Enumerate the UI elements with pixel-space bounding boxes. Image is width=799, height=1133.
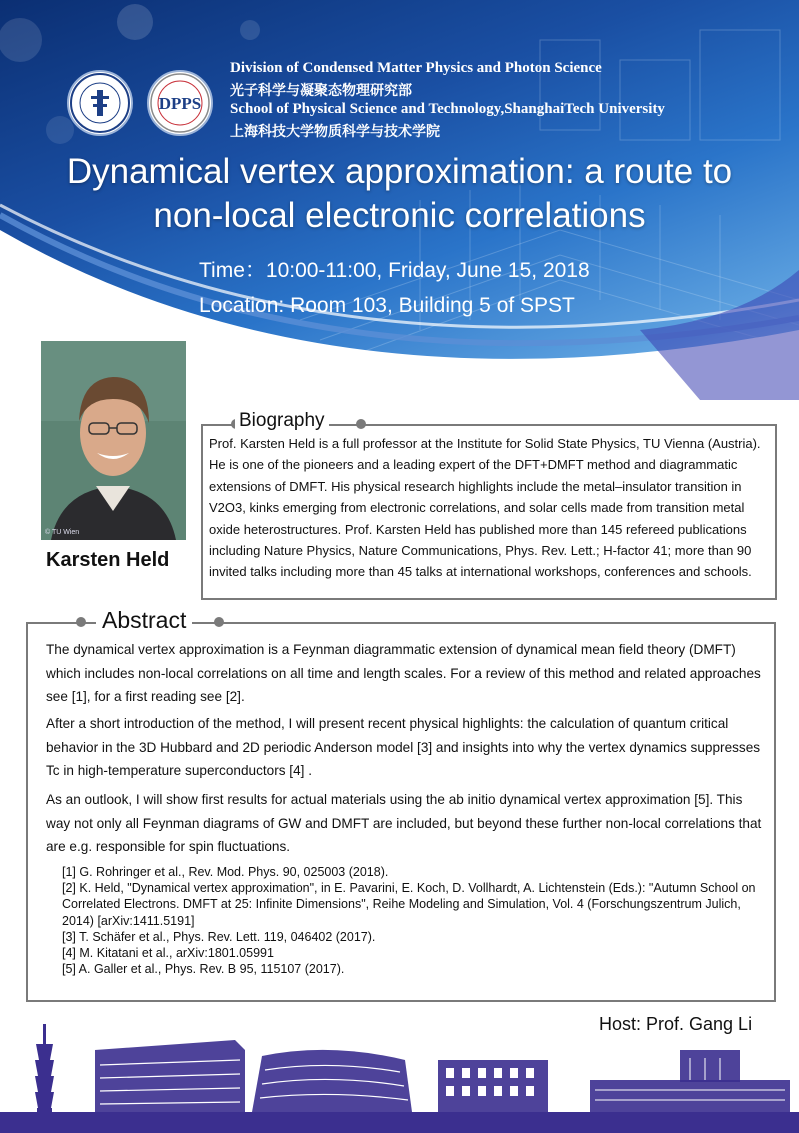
- header-banner: [0, 0, 799, 400]
- abs-heading-dot-left: [76, 617, 86, 627]
- abstract-paragraph: After a short introduction of the method, I will present recent physical highlights: the calculation of quantum critical behavior in the 3D Hubbard and 2D periodic Anderson model [3] and insights into why the vertex dynamics suppresses Tc in high-temperature superconductors [4] .: [46, 716, 761, 778]
- abs-heading-dot-right: [214, 617, 224, 627]
- footer-skyline: [0, 1020, 799, 1133]
- building-graphic: [95, 1040, 245, 1112]
- institution-line-3: School of Physical Science and Technology,ShanghaiTech University: [230, 101, 665, 117]
- talk-time: Time：10:00-11:00, Friday, June 15, 2018: [199, 259, 590, 282]
- abstract-paragraph: The dynamical vertex approximation is a Feynman diagrammatic extension of dynamical mean field theory (DMFT) which includes non-local correlations on all time and length scales. For a review of this method and related approaches see [1], for a first reading see [2].: [46, 642, 761, 704]
- dpps-logo-text: DPPS: [158, 94, 202, 113]
- speaker-photo: [41, 341, 186, 540]
- talk-title-line-1: Dynamical vertex approximation: a route to: [66, 152, 733, 191]
- reference-item: [2] K. Held, "Dynamical vertex approximation", in E. Pavarini, E. Koch, D. Vollhardt, A. Lichtenstein (Eds.): "Autumn School on Correlated Electrons. DMFT at 25: Infinite Dimensions", Reihe Modeling and Simulation, Vol. 4 (Forschungszentrum Julich, 2014) [arXiv:1411.5191]: [62, 881, 756, 928]
- institution-line-1: Division of Condensed Matter Physics and Photon Science: [230, 60, 602, 76]
- reference-item: [1] G. Rohringer et al., Rev. Mod. Phys. 90, 025003 (2018).: [62, 865, 389, 879]
- shanghaitech-logo: [67, 70, 133, 136]
- reference-list: [62, 864, 762, 977]
- speaker-name: Karsten Held: [46, 549, 170, 571]
- bio-heading-dot-right: [356, 419, 366, 429]
- dpps-logo: [147, 70, 213, 136]
- talk-location: Location: Room 103, Building 5 of SPST: [199, 294, 575, 317]
- building-graphic: [590, 1050, 790, 1112]
- host-name: Host: Prof. Gang Li: [599, 1014, 753, 1034]
- abstract-paragraph: As an outlook, I will show first results for actual materials using the ab initio dynamical vertex approximation [5]. This way not only all Feynman diagrams of GW and DMFT are included, but beyond these further non-local correlations that are e.g. responsible for spin fluctuations.: [46, 792, 762, 854]
- footer-bar: [0, 1112, 799, 1133]
- biography-heading: Biography: [235, 410, 329, 432]
- talk-title: [0, 150, 799, 238]
- institution-line-2: 光子科学与凝聚态物理研究部: [230, 83, 412, 99]
- institution-line-4: 上海科技大学物质科学与技术学院: [230, 124, 440, 140]
- photo-credit: © TU Wien: [45, 529, 80, 536]
- building-graphic: [438, 1060, 548, 1112]
- reference-item: [5] A. Galler et al., Phys. Rev. B 95, 115107 (2017).: [62, 962, 345, 977]
- talk-title-line-2: non-local electronic correlations: [153, 196, 646, 235]
- building-graphic: [252, 1050, 412, 1112]
- tower-graphic: [35, 1024, 54, 1118]
- abstract-heading: Abstract: [96, 607, 192, 634]
- reference-item: [4] M. Kitatani et al., arXiv:1801.05991: [62, 946, 274, 961]
- biography-text: Prof. Karsten Held is a full professor at the Institute for Solid State Physics, TU Vienna (Austria). He is one of the pioneers and a leading expert of the DFT+DMFT method and diagrammatic extensions of DMFT. His physical research highlights include the metal–insulator transition in V2O3, kinks emerging from electronic correlations, and solar cells made from transition metal oxide heterostructures. Prof. Karsten Held has published more than 145 refereed publications including Nature Physics, Nature Communications, Phys. Rev. Lett.; H-factor 41; more than 90 invited talks including more than 45 talks at international workshops, conferences and schools.: [209, 436, 761, 580]
- reference-item: [3] T. Schäfer et al., Phys. Rev. Lett. 119, 046402 (2017).: [62, 929, 376, 944]
